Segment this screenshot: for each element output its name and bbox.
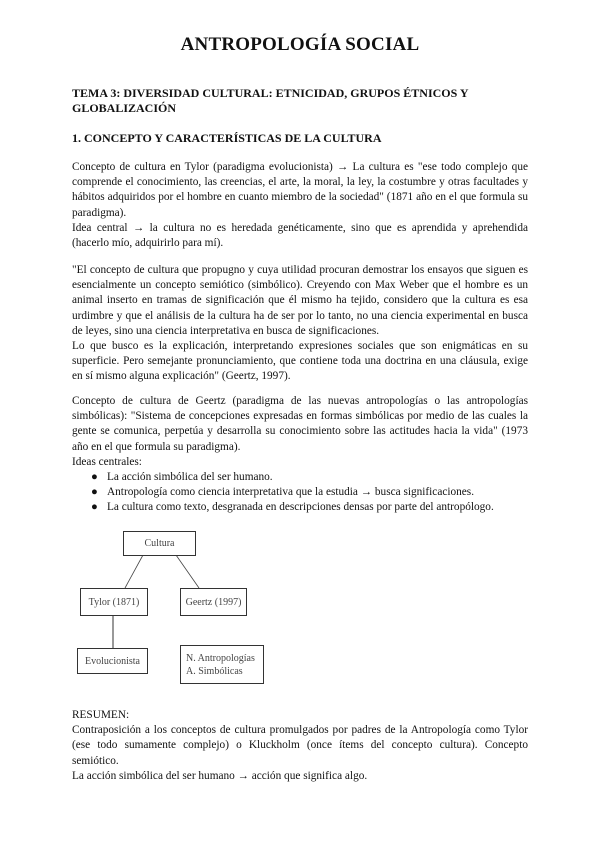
diagram-node-geertz: Geertz (1997) bbox=[180, 588, 247, 616]
diagram-node-tylor: Tylor (1871) bbox=[80, 588, 148, 616]
idea-text: La acción simbólica del ser humano. bbox=[107, 471, 273, 484]
geertz-section bbox=[72, 394, 528, 516]
resumen-section bbox=[72, 708, 528, 784]
resumen-text-1: Contraposición a los conceptos de cultura promulgados por padres de la Antropología como Tylor (ese todo sumamente complejo) o Kluckholm (once ítems del concepto cultura). Concepto semiótico. bbox=[72, 724, 528, 767]
tylor-paragraph: Concepto de cultura en Tylor (paradigma evolucionista) → La cultura es "ese todo complejo que comprende el conocimiento, las creencias, el arte, la moral, la ley, la costumbre y otras facultades y hábitos adquiridos por el hombre en cuanto miembro de la sociedad" (1871 año en el que formula su paradigma). bbox=[72, 161, 528, 219]
ideas-list-item bbox=[72, 485, 528, 500]
connector-root-right bbox=[176, 555, 199, 588]
ideas-list-item bbox=[72, 470, 528, 485]
resumen-label: RESUMEN: bbox=[72, 709, 130, 721]
idea-central-paragraph: Idea central → la cultura no es heredada genéticamente, sino que es aprendida y aprehendida (hacerlo mío, adquirirlo para mí). bbox=[72, 221, 528, 250]
tema-heading: TEMA 3: DIVERSIDAD CULTURAL: ETNICIDAD, GRUPOS ÉTNICOS Y GLOBALIZACIÓN bbox=[72, 86, 469, 115]
idea-text: La cultura como texto, desgranada en descripciones densas por parte del antropólogo. bbox=[107, 501, 494, 514]
diagram-node-cultura: Cultura bbox=[123, 531, 196, 556]
bullet-icon: ● bbox=[91, 486, 98, 499]
resumen-text-2: La acción simbólica del ser humano → acción que significa algo. bbox=[72, 769, 368, 782]
bullet-icon: ● bbox=[91, 501, 98, 514]
antropologias-line-2: A. Simbólicas bbox=[186, 665, 243, 677]
diagram-node-antropologias bbox=[180, 645, 264, 684]
tylor-section bbox=[72, 160, 528, 251]
document-title: ANTROPOLOGÍA SOCIAL bbox=[180, 34, 420, 55]
ideas-list-item bbox=[72, 500, 528, 515]
ideas-list bbox=[72, 470, 528, 516]
diagram-node-evolucionista: Evolucionista bbox=[77, 648, 148, 674]
section-heading: 1. CONCEPTO Y CARACTERÍSTICAS DE LA CULTURA bbox=[72, 131, 382, 145]
ideas-label: Ideas centrales: bbox=[72, 455, 142, 468]
antropologias-line-1: N. Antropologías bbox=[186, 652, 255, 664]
connector-root-left bbox=[125, 555, 143, 588]
idea-text: Antropología como ciencia interpretativa que la estudia → busca significaciones. bbox=[107, 486, 475, 499]
geertz-paragraph: Concepto de cultura de Geertz (paradigma de las nuevas antropologías o las antropologías simbólicas): "Sistema de concepciones expresadas en formas simbólicas por medio de las cuales la gente se comunica, perpetúa y desarrolla su conocimiento sobre las actitudes hacia la vida" (1973 año en el que formula su paradigma). bbox=[72, 395, 528, 453]
bullet-icon: ● bbox=[91, 471, 98, 484]
geertz-quote bbox=[72, 263, 528, 385]
geertz-quote-paragraph-2: Lo que busco es la explicación, interpretando expresiones sociales que son enigmáticas en su superficie. Pero semejante pronunciamiento, que contiene toda una doctrina en una cláusula, exige en sí mismo alguna explicación" (Geertz, 1997). bbox=[72, 340, 528, 383]
geertz-quote-paragraph-1: "El concepto de cultura que propugno y cuya utilidad procuran demostrar los ensayos que siguen es esencialmente un concepto semiótico (simbólico). Creyendo con Max Weber que el hombre es un animal inserto en tramas de significación que él mismo ha tejido, considero que la cultura es esa urdimbre y que el análisis de la cultura ha de ser por lo tanto, no una ciencia experimental en busca de leyes, sino una ciencia interpretativa en busca de significaciones. bbox=[72, 264, 528, 337]
